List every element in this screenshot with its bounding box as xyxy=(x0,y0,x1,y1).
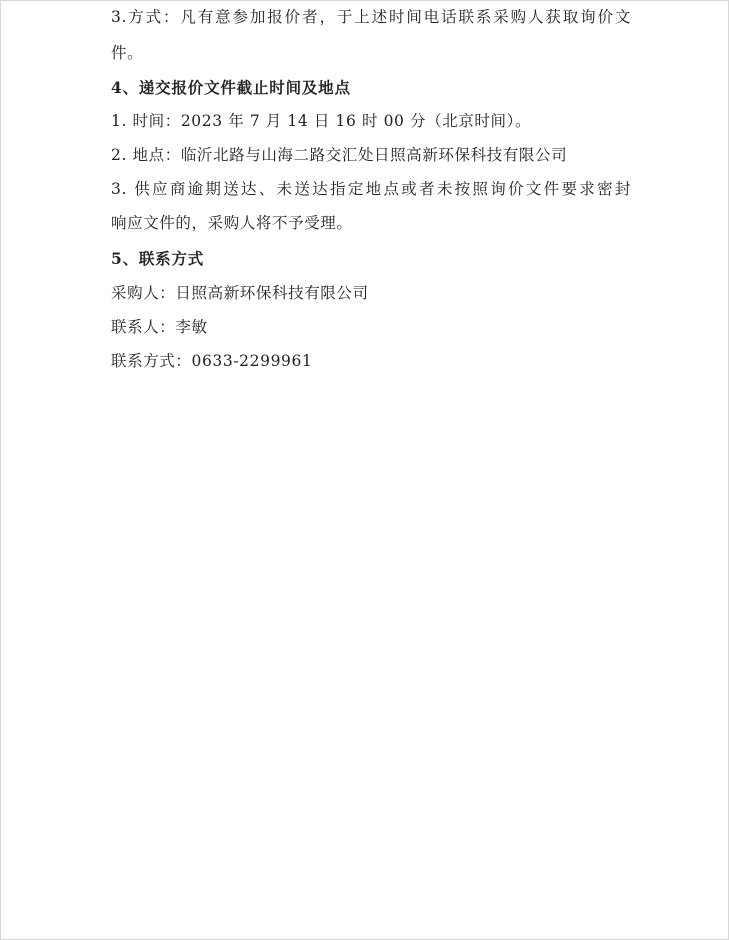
late-submission-note-line-2: 响应文件的，采购人将不予受理。 xyxy=(111,214,353,232)
submission-deadline-time: 1. 时间：2023 年 7 月 14 日 16 时 00 分（北京时间）。 xyxy=(111,112,532,130)
method-paragraph-line-2: 件。 xyxy=(111,44,144,62)
section-heading-submission: 4、递交报价文件截止时间及地点 xyxy=(111,78,351,97)
section-heading-contact: 5、联系方式 xyxy=(111,249,205,268)
submission-location: 2. 地点：临沂北路与山海二路交汇处日照高新环保科技有限公司 xyxy=(111,146,568,164)
contact-person-line: 联系人：李敏 xyxy=(111,318,208,336)
contact-phone-line: 联系方式：0633-2299961 xyxy=(111,352,313,370)
late-submission-note-line-1: 3. 供应商逾期送达、未送达指定地点或者未按照询价文件要求密封 xyxy=(111,180,631,198)
purchaser-line: 采购人：日照高新环保科技有限公司 xyxy=(111,284,369,302)
method-paragraph-line-1: 3.方式：凡有意参加报价者，于上述时间电话联系采购人获取询价文 xyxy=(111,8,631,26)
